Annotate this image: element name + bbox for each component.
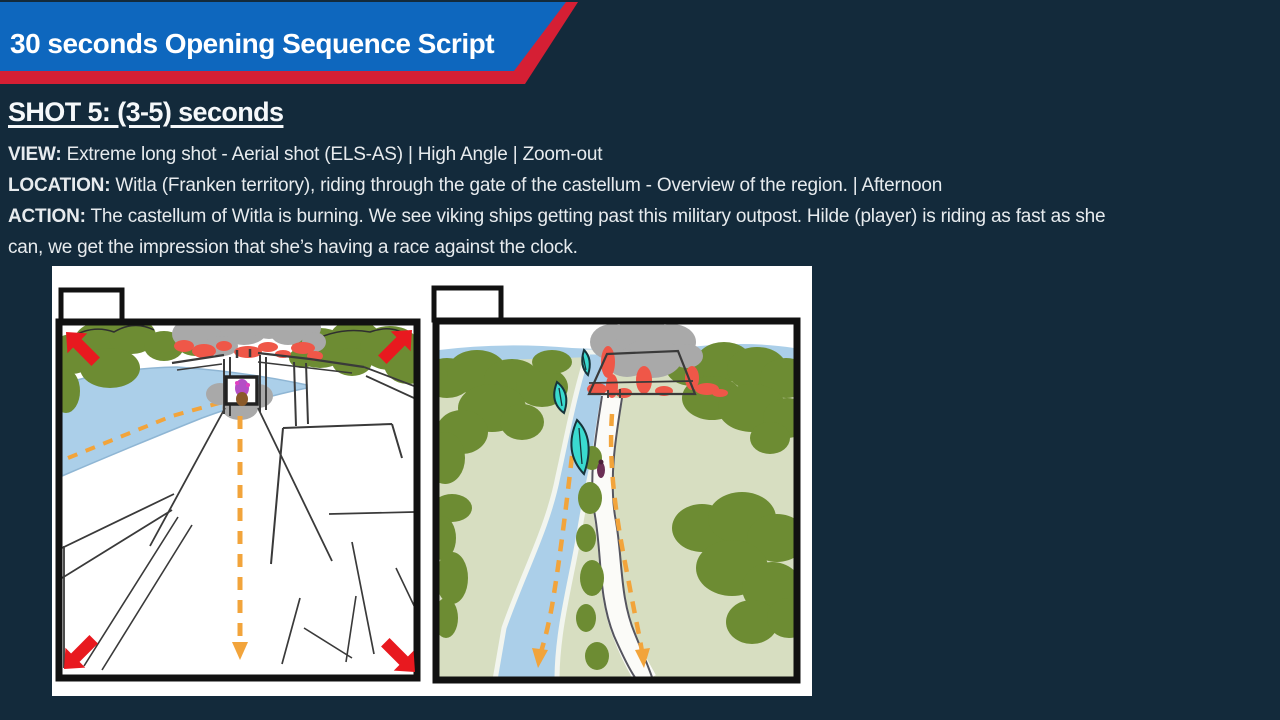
action-text-2: can, we get the impression that she’s having a race against the clock. bbox=[8, 237, 578, 258]
storyboard-image bbox=[52, 266, 812, 696]
action-label: ACTION: bbox=[8, 206, 86, 227]
location-text: Witla (Franken territory), riding through the gate of the castellum - Overview of the region. | Afternoon bbox=[110, 175, 943, 196]
script-line-view bbox=[8, 139, 1278, 170]
location-label: LOCATION: bbox=[8, 175, 111, 196]
storyboard-svg bbox=[52, 266, 812, 696]
view-text: Extreme long shot - Aerial shot (ELS-AS) | High Angle | Zoom-out bbox=[61, 144, 603, 165]
view-label: VIEW: bbox=[8, 144, 62, 165]
title-banner bbox=[0, 0, 620, 92]
slide-title: 30 seconds Opening Sequence Script bbox=[10, 28, 495, 59]
script-block bbox=[8, 139, 1278, 263]
storyboard-frame-aerial-view bbox=[421, 288, 812, 680]
script-line-action-1 bbox=[8, 201, 1278, 232]
frame-tab bbox=[61, 290, 122, 322]
frame-tab bbox=[434, 288, 501, 320]
script-line-location bbox=[8, 170, 1278, 201]
script-line-action-2 bbox=[8, 232, 1278, 263]
shot-heading: SHOT 5: (3-5) seconds bbox=[8, 97, 284, 127]
storyboard-frame-street-view bbox=[52, 290, 432, 682]
action-text-1: The castellum of Witla is burning. We see viking ships getting past this military outpost. Hilde (player) is riding as fast as she bbox=[85, 206, 1106, 227]
